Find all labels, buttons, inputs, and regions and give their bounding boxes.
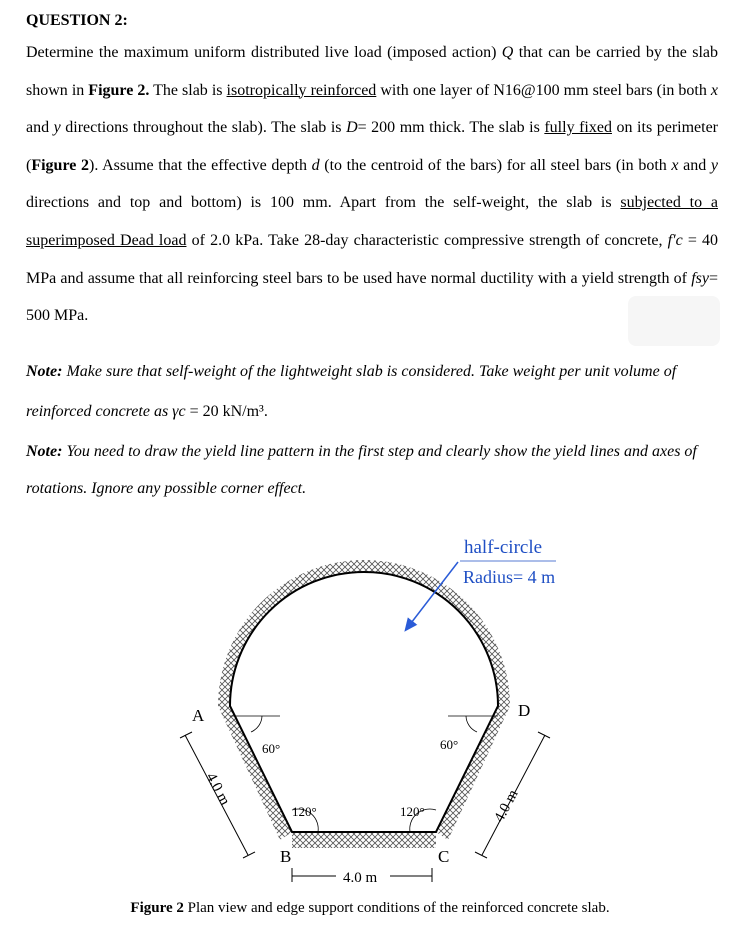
point-d: D [518,701,531,720]
bottom-edge-hatch [292,832,436,848]
var-q: Q [501,44,514,61]
point-a: A [192,706,205,725]
note-text: Make sure that self-weight of the lightweight slab is considered. Take weight per unit volume of reinforced concrete as [26,363,677,420]
text: on its perimeter ( [26,119,719,174]
var-fsy: fsy [691,269,709,287]
text: = 200 mm thick. The slab is [357,119,545,137]
angle-label-right-top: 60° [440,737,459,752]
half-circle-label: half-circle [464,537,543,558]
var-d-thick: D [346,119,358,137]
note-label: Note: [26,363,63,380]
var-fc: f′c [667,231,683,249]
figure-caption [0,900,740,917]
var-x: x [710,81,719,99]
text: and [678,156,711,174]
blank-patch [628,296,720,346]
note-text: You need to draw the yield line pattern in the first step and clearly show the yield lines and axes of rotations. Ignore any possible corner effect. [26,443,697,497]
text: of 2.0 kPa. Take 28-day characteristic compressive strength of concrete, [186,231,668,249]
text: Determine the maximum uniform distributed live load (imposed action) [26,44,502,61]
note-selfweight [26,352,718,432]
underlined-text: fully fixed [544,119,612,137]
angle-arc-left [251,716,262,732]
dim-left-label: 4.0 m [202,770,233,809]
figure-ref: Figure 2. [88,81,150,99]
text: that can be carried by the slab shown in [26,44,718,99]
text: The slab is [149,81,227,99]
text: directions throughout the slab). The slab is [60,119,347,137]
var-x: x [671,156,679,174]
angle-label-left-top: 60° [262,741,281,756]
dim-right-label: 4.0 m [491,787,522,825]
slab-figure [0,510,740,890]
angle-arc-right [466,716,477,732]
caption-text: Plan view and edge support conditions of the reinforced concrete slab. [183,900,610,916]
dim-right-tick-b [475,852,487,858]
text: = 500 MPa. [26,269,718,325]
caption-label: Figure 2 [130,900,184,916]
note-text: = 20 kN/m³. [185,403,268,420]
text: with one layer of N16@100 mm steel bars (in both [376,81,711,99]
text: = 40 MPa and assume that all reinforcing steel bars to be used have normal ductility with a yield strength of [26,231,718,287]
note-yield-lines [26,433,718,507]
note-label: Note: [26,443,63,460]
question-title: QUESTION 2: [26,12,128,29]
var-d: d [311,156,320,174]
question-paragraph [26,34,718,335]
dim-bottom-label: 4.0 m [343,870,378,886]
var-y: y [53,119,61,137]
angle-label-right-bottom: 120° [400,804,425,819]
point-c: C [438,847,450,866]
radius-label: Radius= 4 m [463,567,556,587]
text: directions and top and bottom) is 100 mm. Apart from the self-weight, the slab is [26,194,621,212]
text: ). Assume that the effective depth [89,156,312,174]
angle-label-left-bottom: 120° [292,804,317,819]
point-b: B [280,847,292,866]
var-y: y [710,156,719,174]
text: (to the centroid of the bars) for all steel bars (in both [319,156,672,174]
text: and [26,119,54,137]
underlined-text: subjected to a superimposed Dead load [26,194,718,249]
figure-ref: Figure 2 [31,156,90,174]
var-gamma: γc [172,403,186,420]
dim-left-tick-b [243,852,255,858]
underlined-text: isotropically reinforced [226,81,377,99]
